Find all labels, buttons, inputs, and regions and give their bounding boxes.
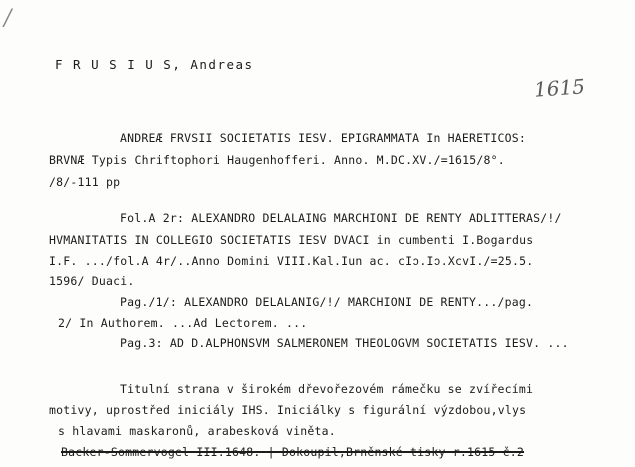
author-heading: F R U S I U S, Andreas [55, 57, 254, 72]
description-line-1: Titulní strana v širokém dřevořezovém rámečku se zvířecími [120, 382, 534, 396]
contents-line-3: I.F. .../fol.A 4r/..Anno Domini VIII.Kal.Iun ac. cIↄ.Iↄ.XcvI./=25.5. [49, 254, 534, 268]
description-line-3: s hlavami maskaronů, arabesková viněta. [58, 424, 336, 438]
contents-line-2: HVMANITATIS IN COLLEGIO SOCIETATIS IESV DVACI in cumbenti I.Bogardus [49, 233, 534, 247]
bibliographic-references: Backer-Sommervogel III.1648. | Dokoupil,Brněnské tisky r.1615 č.2 [61, 445, 525, 459]
contents-line-7: Pag.3: AD D.ALPHONSVM SALMERONEM THEOLOGVM SOCIETATIS IESV. ... [120, 336, 569, 350]
contents-line-5: Pag./1/: ALEXANDRO DELALANIG/!/ MARCHIONI DE RENTY.../pag. [120, 295, 534, 309]
contents-line-6: 2/ In Authorem. ...Ad Lectorem. ... [58, 316, 308, 330]
description-line-2: motivy, uprostřed iniciály IHS. Iniciálky s figurální výzdobou,vlys [49, 403, 527, 417]
contents-line-4: 1596/ Duaci. [49, 274, 135, 288]
title-line-1: ANDREÆ FRVSII SOCIETATIS IESV. EPIGRAMMATA In HAERETICOS: [120, 131, 527, 145]
margin-pencil-mark: / [4, 6, 12, 31]
title-line-2: BRVNÆ Typis Chriftophori Haugenhofferi. Anno. M.DC.XV./=1615/8°. [49, 153, 505, 167]
title-line-3: /8/-111 pp [49, 175, 121, 189]
handwritten-year: 1615 [533, 74, 586, 102]
contents-line-1: Fol.A 2r: ALEXANDRO DELALAING MARCHIONI DE RENTY ADLITTERAS/!/ [120, 211, 562, 225]
